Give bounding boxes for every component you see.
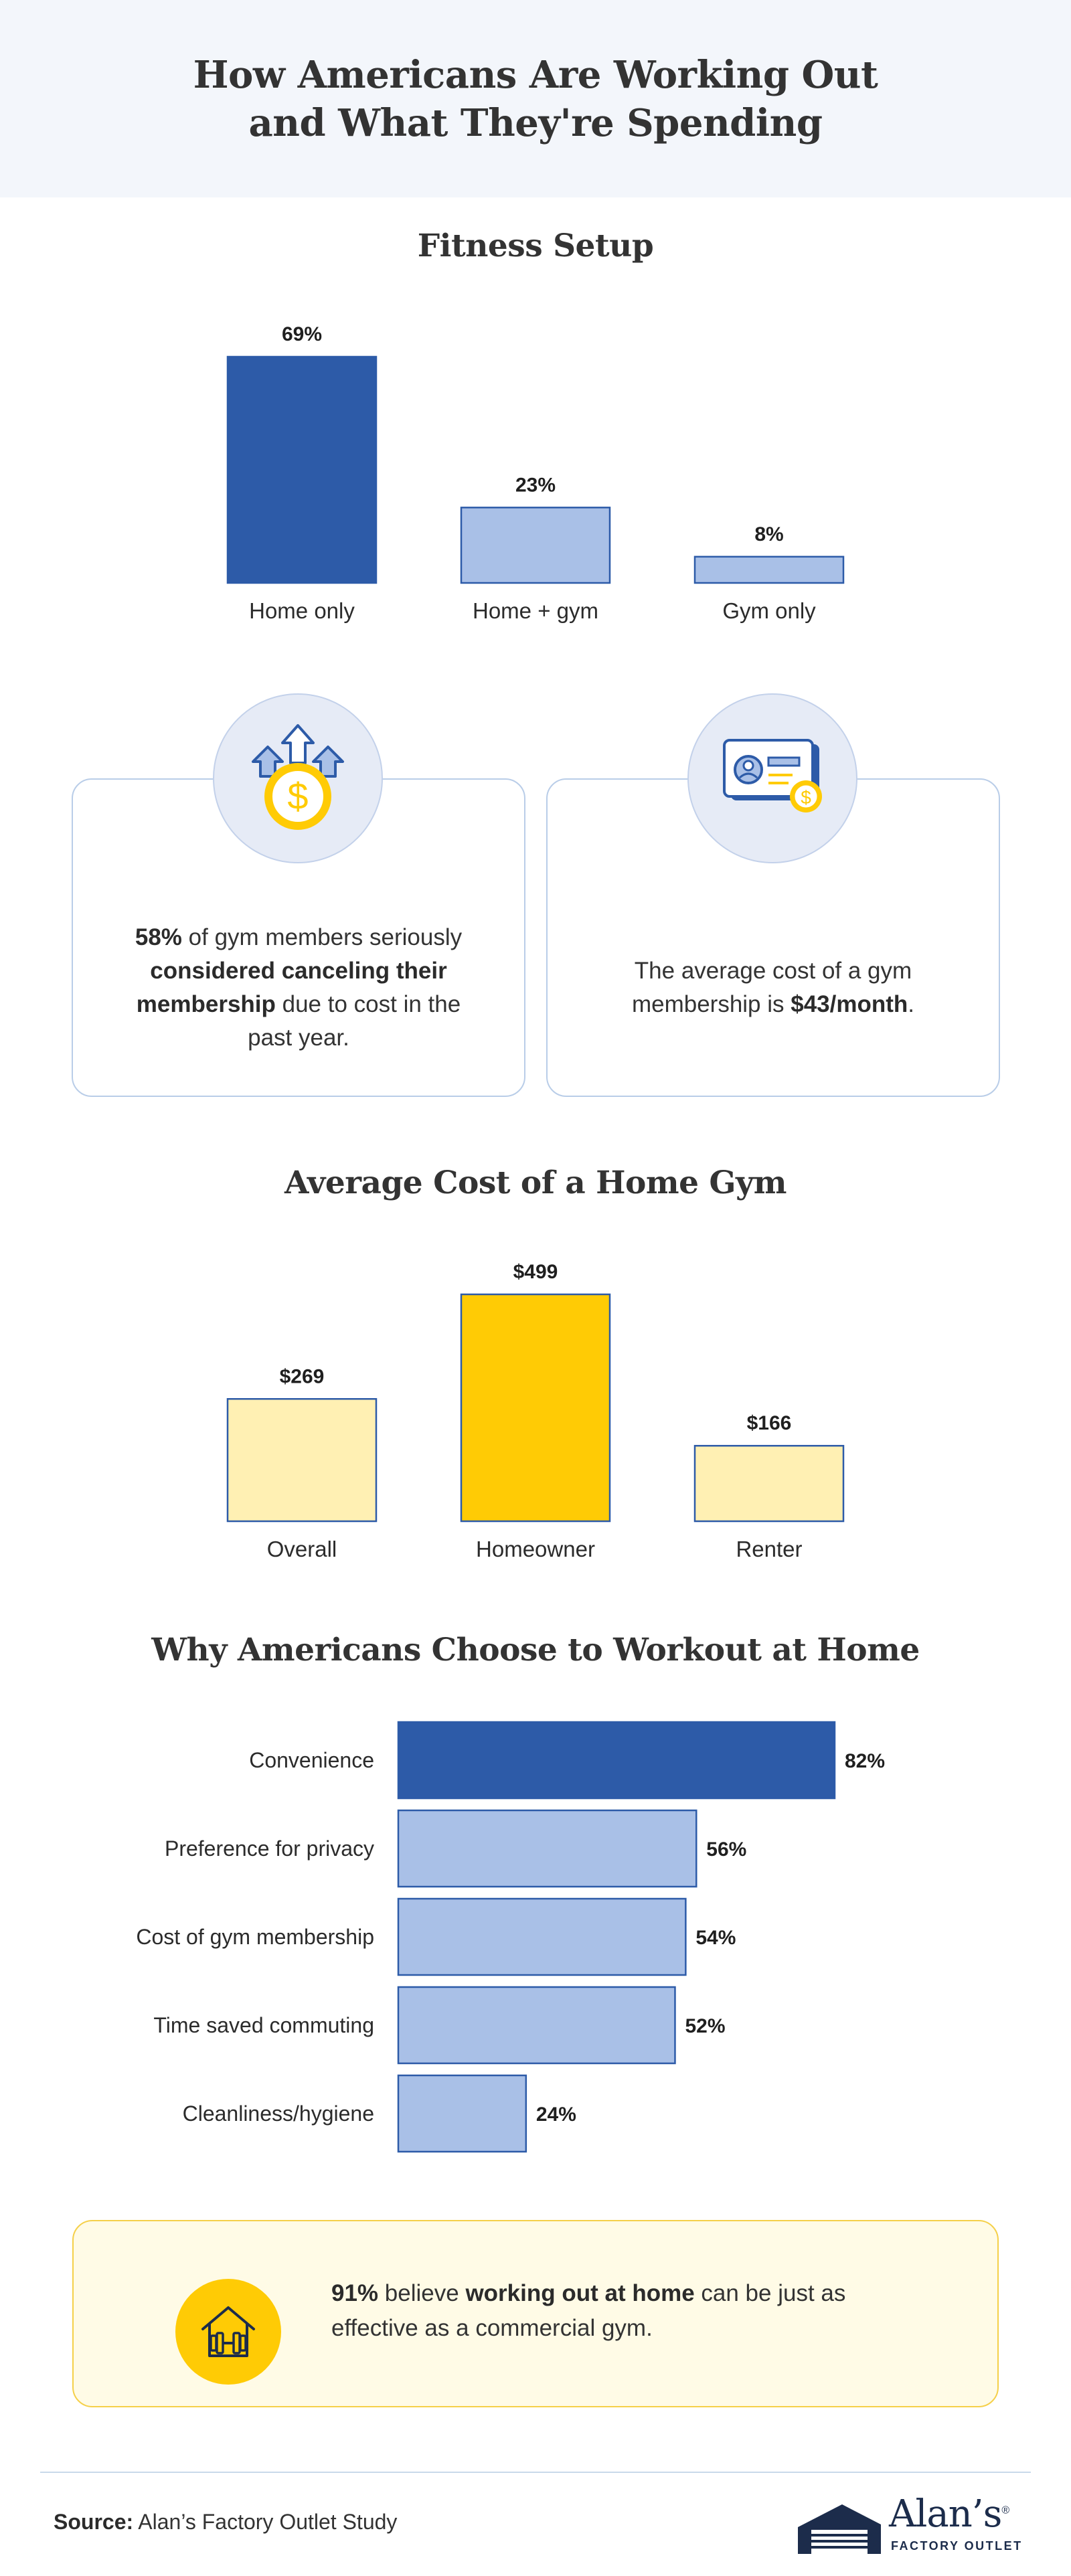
- garage-logo-icon: [795, 2500, 884, 2557]
- home-gym-cost-value-label-1: $499: [513, 1261, 558, 1283]
- home-effective-run-3: can be just as effective as a commercial gym.: [331, 2280, 846, 2341]
- alans-logo[interactable]: [795, 2492, 1023, 2558]
- cancel-membership-icon-circle: [213, 693, 383, 863]
- why-home-category-label-0: Convenience: [249, 1748, 374, 1772]
- home-gym-cost-value-label-2: $166: [746, 1412, 792, 1435]
- home-gym-cost-title: Average Cost of a Home Gym: [284, 1165, 787, 1201]
- page-title: How Americans Are Working Out and What They're Spending: [193, 52, 878, 145]
- fitness-setup-title: Fitness Setup: [417, 228, 654, 264]
- cancel-membership-run-1: of gym members seriously: [181, 924, 463, 950]
- membership-cost-run-0: The average cost of a gym membership is: [631, 958, 912, 1017]
- why-home-value-label-1: 56%: [706, 1838, 747, 1861]
- why-home-category-label-2: Cost of gym membership: [136, 1925, 374, 1949]
- svg-text:$: $: [801, 787, 811, 808]
- membership-cost-text: [588, 854, 959, 1021]
- footer-divider: [40, 2472, 1031, 2473]
- why-home-bar-1: [398, 1810, 696, 1887]
- why-home-value-label-2: 54%: [695, 1927, 736, 1949]
- dollar-arrows-icon: [248, 721, 348, 835]
- svg-text:$: $: [287, 775, 309, 817]
- fitness-setup-value-label-0: 69%: [281, 323, 323, 345]
- why-home-bar-4: [398, 2075, 526, 2152]
- logo-registered-mark: ®: [1001, 2504, 1009, 2516]
- home-gym-cost-chart: [0, 1245, 1071, 1579]
- logo-subtitle: FACTORY OUTLET: [891, 2539, 1023, 2553]
- home-dumbbell-icon: [195, 2298, 262, 2365]
- home-effective-text: [331, 2276, 934, 2346]
- home-effective-run-1: believe: [378, 2280, 466, 2306]
- why-home-category-label-4: Cleanliness/hygiene: [182, 2101, 374, 2126]
- source-citation: [54, 2510, 397, 2535]
- logo-name: [889, 2492, 1009, 2536]
- home-gym-cost-bar-1: [461, 1294, 610, 1521]
- why-home-bar-2: [398, 1899, 685, 1975]
- membership-cost-icon-circle: [687, 693, 857, 863]
- source-label: Source:: [54, 2510, 134, 2534]
- fitness-setup-bar-1: [461, 507, 610, 583]
- fitness-setup-value-label-1: 23%: [515, 474, 556, 497]
- home-effective-run-2: working out at home: [465, 2280, 695, 2306]
- why-home-category-label-3: Time saved commuting: [153, 2013, 374, 2037]
- home-gym-cost-category-label-0: Overall: [266, 1537, 337, 1561]
- membership-card-icon: [719, 735, 826, 822]
- home-gym-cost-category-label-2: Renter: [736, 1537, 803, 1561]
- home-gym-cost-bar-2: [695, 1446, 843, 1521]
- home-gym-cost-value-label-0: $269: [279, 1365, 325, 1388]
- why-home-value-label-4: 24%: [536, 2103, 576, 2126]
- cancel-membership-run-2: considered canceling their membership: [136, 958, 447, 1017]
- home-gym-cost-bar-0: [228, 1399, 376, 1521]
- home-effective-run-0: 91%: [331, 2280, 379, 2306]
- why-home-title: Why Americans Choose to Workout at Home: [151, 1632, 920, 1668]
- cancel-membership-run-0: 58%: [135, 924, 182, 950]
- fitness-setup-chart: [0, 308, 1071, 642]
- fitness-setup-category-label-0: Home only: [249, 598, 355, 623]
- logo-name-text: Alan’s: [889, 2492, 1002, 2536]
- callout-icon-circle: [175, 2279, 281, 2385]
- source-text: Alan’s Factory Outlet Study: [133, 2510, 398, 2534]
- fitness-setup-category-label-1: Home + gym: [473, 598, 598, 623]
- why-home-chart: [0, 1713, 1071, 2168]
- fitness-setup-bar-2: [695, 557, 843, 583]
- why-home-value-label-0: 82%: [845, 1750, 886, 1772]
- why-home-bar-0: [398, 1722, 835, 1798]
- why-home-category-label-1: Preference for privacy: [164, 1836, 374, 1861]
- membership-cost-run-1: $43/month: [791, 991, 908, 1017]
- cancel-membership-run-3: due to cost in the past year.: [248, 991, 461, 1051]
- fitness-setup-bar-0: [228, 357, 376, 583]
- home-effective-callout: [72, 2220, 999, 2407]
- why-home-bar-3: [398, 1987, 675, 2063]
- membership-cost-run-2: .: [908, 991, 915, 1017]
- home-gym-cost-category-label-1: Homeowner: [476, 1537, 595, 1561]
- header-banner: [0, 0, 1071, 197]
- fitness-setup-category-label-2: Gym only: [722, 598, 816, 623]
- fitness-setup-value-label-2: 8%: [754, 523, 784, 545]
- why-home-value-label-3: 52%: [685, 2015, 726, 2037]
